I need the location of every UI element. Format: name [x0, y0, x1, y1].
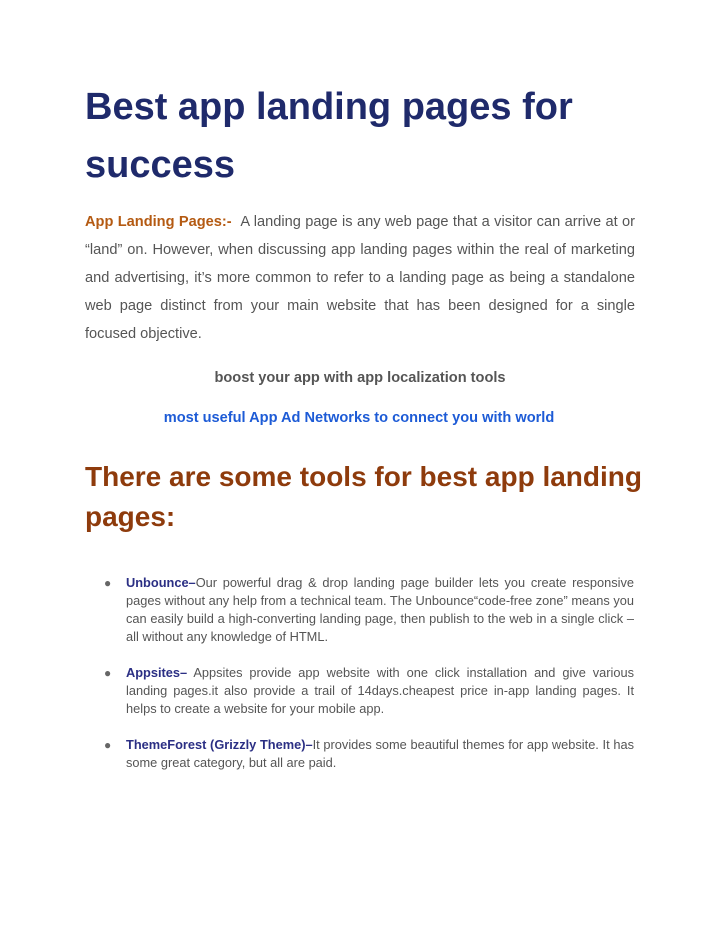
tool-text: Appsites provide app website with one click installation and give various landing pages.it also provide a trail of 14days.cheapest price in-app landing pages. It helps to create a website for your mobile app. [126, 665, 634, 716]
tool-text: It provides some beautiful themes for app website. It has some great category, but all are paid. [126, 737, 635, 770]
intro-paragraph [85, 208, 635, 348]
intro-label: App Landing Pages:- [85, 214, 232, 230]
tool-text: Our powerful drag & drop landing page builder lets you create responsive pages without any help from a technical team. The Unbounce“code-free zone” means you can easily build a high-converting landing page, then publish to the web in a single click – all without any knowledge of HTML. [126, 575, 634, 644]
bullet-icon: ● [104, 576, 112, 590]
tools-heading: There are some tools for best app landing pages: [85, 461, 642, 532]
tool-name: Appsites– [126, 665, 188, 680]
tool-name: ThemeForest (Grizzly Theme)– [126, 737, 313, 752]
tool-name: Unbounce– [126, 575, 196, 590]
page-title: Best app landing pages for success [85, 86, 573, 186]
tool-description [126, 736, 634, 772]
tool-description [126, 664, 634, 718]
bullet-icon: ● [104, 666, 112, 680]
intro-text: A landing page is any web page that a visitor can arrive at or “land” on. However, when discussing app landing pages within the real of marketing and advertising, it’s more common to refer to a landing page as being a standalone web page distinct from your main website that has been designed for a single focused objective. [85, 214, 636, 342]
bullet-icon: ● [104, 738, 112, 752]
tool-description [126, 574, 634, 646]
localization-tools-link[interactable]: boost your app with app localization tools [214, 370, 506, 386]
ad-networks-link[interactable]: most useful App Ad Networks to connect you with world [163, 410, 555, 426]
